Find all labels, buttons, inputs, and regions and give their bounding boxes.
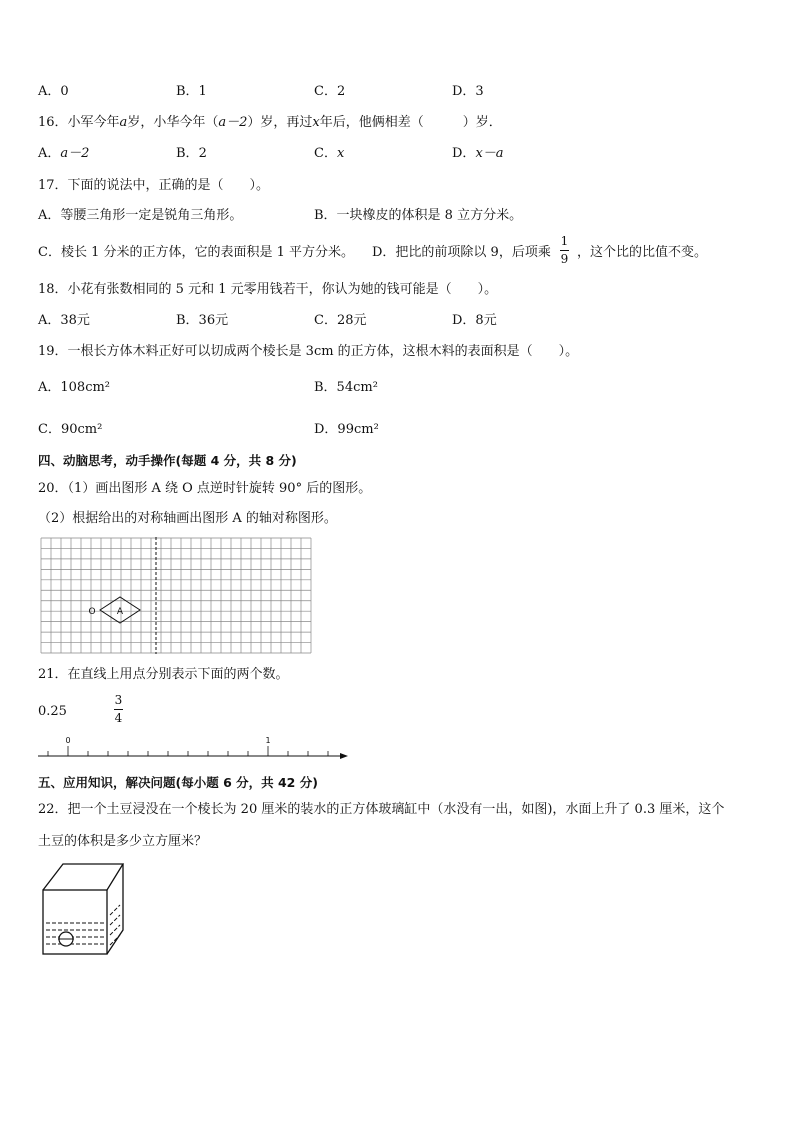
q17-fraction-denominator: 9 xyxy=(560,252,569,266)
q21-fraction xyxy=(114,694,123,725)
number-line xyxy=(36,734,352,764)
tank-top-edges xyxy=(43,864,123,890)
q16-var-a: a xyxy=(119,115,128,130)
q16-var-x: x xyxy=(312,115,320,130)
q21-number-decimal: 0.25 xyxy=(38,704,67,719)
glass-tank-figure xyxy=(40,860,130,958)
q15-option-c: C．2 xyxy=(314,84,346,99)
q19-option-a: A．108cm² xyxy=(38,380,111,395)
q16-stem-part: 16．小军今年 xyxy=(38,115,120,130)
q16-stem-part: 年后，他俩相差（ ）岁． xyxy=(319,115,502,130)
grid-lines xyxy=(41,538,311,653)
tick-label-0: 0 xyxy=(65,736,71,745)
fraction-bar xyxy=(560,250,569,251)
water-lines xyxy=(46,905,120,945)
q16-option-d: D．x－a xyxy=(452,146,504,161)
q16-stem-part: ）岁，再过 xyxy=(247,115,313,130)
section-5-title: 五、应用知识，解决问题(每小题 6 分，共 42 分) xyxy=(38,775,318,790)
q16-option-a-expr: a－2 xyxy=(60,146,90,161)
q16-stem xyxy=(38,115,502,131)
q19-option-c: C．90cm² xyxy=(38,422,103,437)
q19-stem: 19．一根长方体木料正好可以切成两个棱长是 3cm 的正方体，这根木料的表面积是（ ）。 xyxy=(38,344,579,359)
number-line-ticks xyxy=(48,746,328,756)
q16-option-d-expr: x－a xyxy=(475,146,504,161)
q22-line2: 土豆的体积是多少立方厘米？ xyxy=(38,834,208,849)
shape-a-label: A xyxy=(116,607,124,617)
q20-grid-figure xyxy=(40,537,315,655)
q21-stem: 21．在直线上用点分别表示下面的两个数。 xyxy=(38,667,289,682)
q17-option-c: C．棱长 1 分米的正方体，它的表面积是 1 平方分米。 xyxy=(38,245,355,260)
q16-stem-part: 岁，小华今年（ xyxy=(127,115,219,130)
q20-part2: （2）根据给出的对称轴画出图形 A 的轴对称图形。 xyxy=(38,511,337,526)
q19-option-b: B．54cm² xyxy=(314,380,378,395)
q18-stem: 18．小花有张数相同的 5 元和 1 元零用钱若干，你认为她的钱可能是（ ）。 xyxy=(38,282,498,297)
q17-option-d-after: ，这个比的比值不变。 xyxy=(577,245,708,260)
q16-option-b: B．2 xyxy=(176,146,207,161)
q16-expr: a－2 xyxy=(218,115,248,130)
q16-option-c: C．x xyxy=(314,146,345,161)
q18-option-b: B．36元 xyxy=(176,313,229,328)
q17-fraction xyxy=(560,235,569,266)
section-4-title: 四、动脑思考，动手操作(每题 4 分，共 8 分) xyxy=(38,453,297,468)
q17-option-a: A．等腰三角形一定是锐角三角形。 xyxy=(38,208,243,223)
fraction-bar xyxy=(114,709,123,710)
q18-option-a: A．38元 xyxy=(38,313,90,328)
q21-fraction-denominator: 4 xyxy=(114,711,123,725)
q22-line1: 22．把一个土豆浸没在一个棱长为 20 厘米的装水的正方体玻璃缸中（水没有一出，如图)，水面上升了 0.3 厘米，这个 xyxy=(38,802,725,817)
tick-label-1: 1 xyxy=(265,736,271,745)
q21-fraction-numerator: 3 xyxy=(114,693,123,707)
q17-stem: 17．下面的说法中，正确的是（ ）。 xyxy=(38,178,270,193)
q17-fraction-numerator: 1 xyxy=(560,234,569,248)
q17-option-d-before: D．把比的前项除以 9，后项乘 xyxy=(372,245,551,260)
q19-option-d: D．99cm² xyxy=(314,422,379,437)
q20-part1: 20．（1）画出图形 A 绕 O 点逆时针旋转 90° 后的图形。 xyxy=(38,481,372,496)
q16-option-c-expr: x xyxy=(336,146,345,161)
q15-option-b: B．1 xyxy=(176,84,207,99)
q16-option-b-expr: 2 xyxy=(198,146,207,161)
q16-option-a: A．a－2 xyxy=(38,146,90,161)
q15-option-a: A．0 xyxy=(38,84,69,99)
q18-option-c: C．28元 xyxy=(314,313,367,328)
number-line-arrow xyxy=(340,753,348,759)
q15-option-d: D．3 xyxy=(452,84,484,99)
q17-option-b: B．一块橡皮的体积是 8 立方分米。 xyxy=(314,208,523,223)
q18-option-d: D．8元 xyxy=(452,313,497,328)
point-o-label: O xyxy=(88,607,96,617)
